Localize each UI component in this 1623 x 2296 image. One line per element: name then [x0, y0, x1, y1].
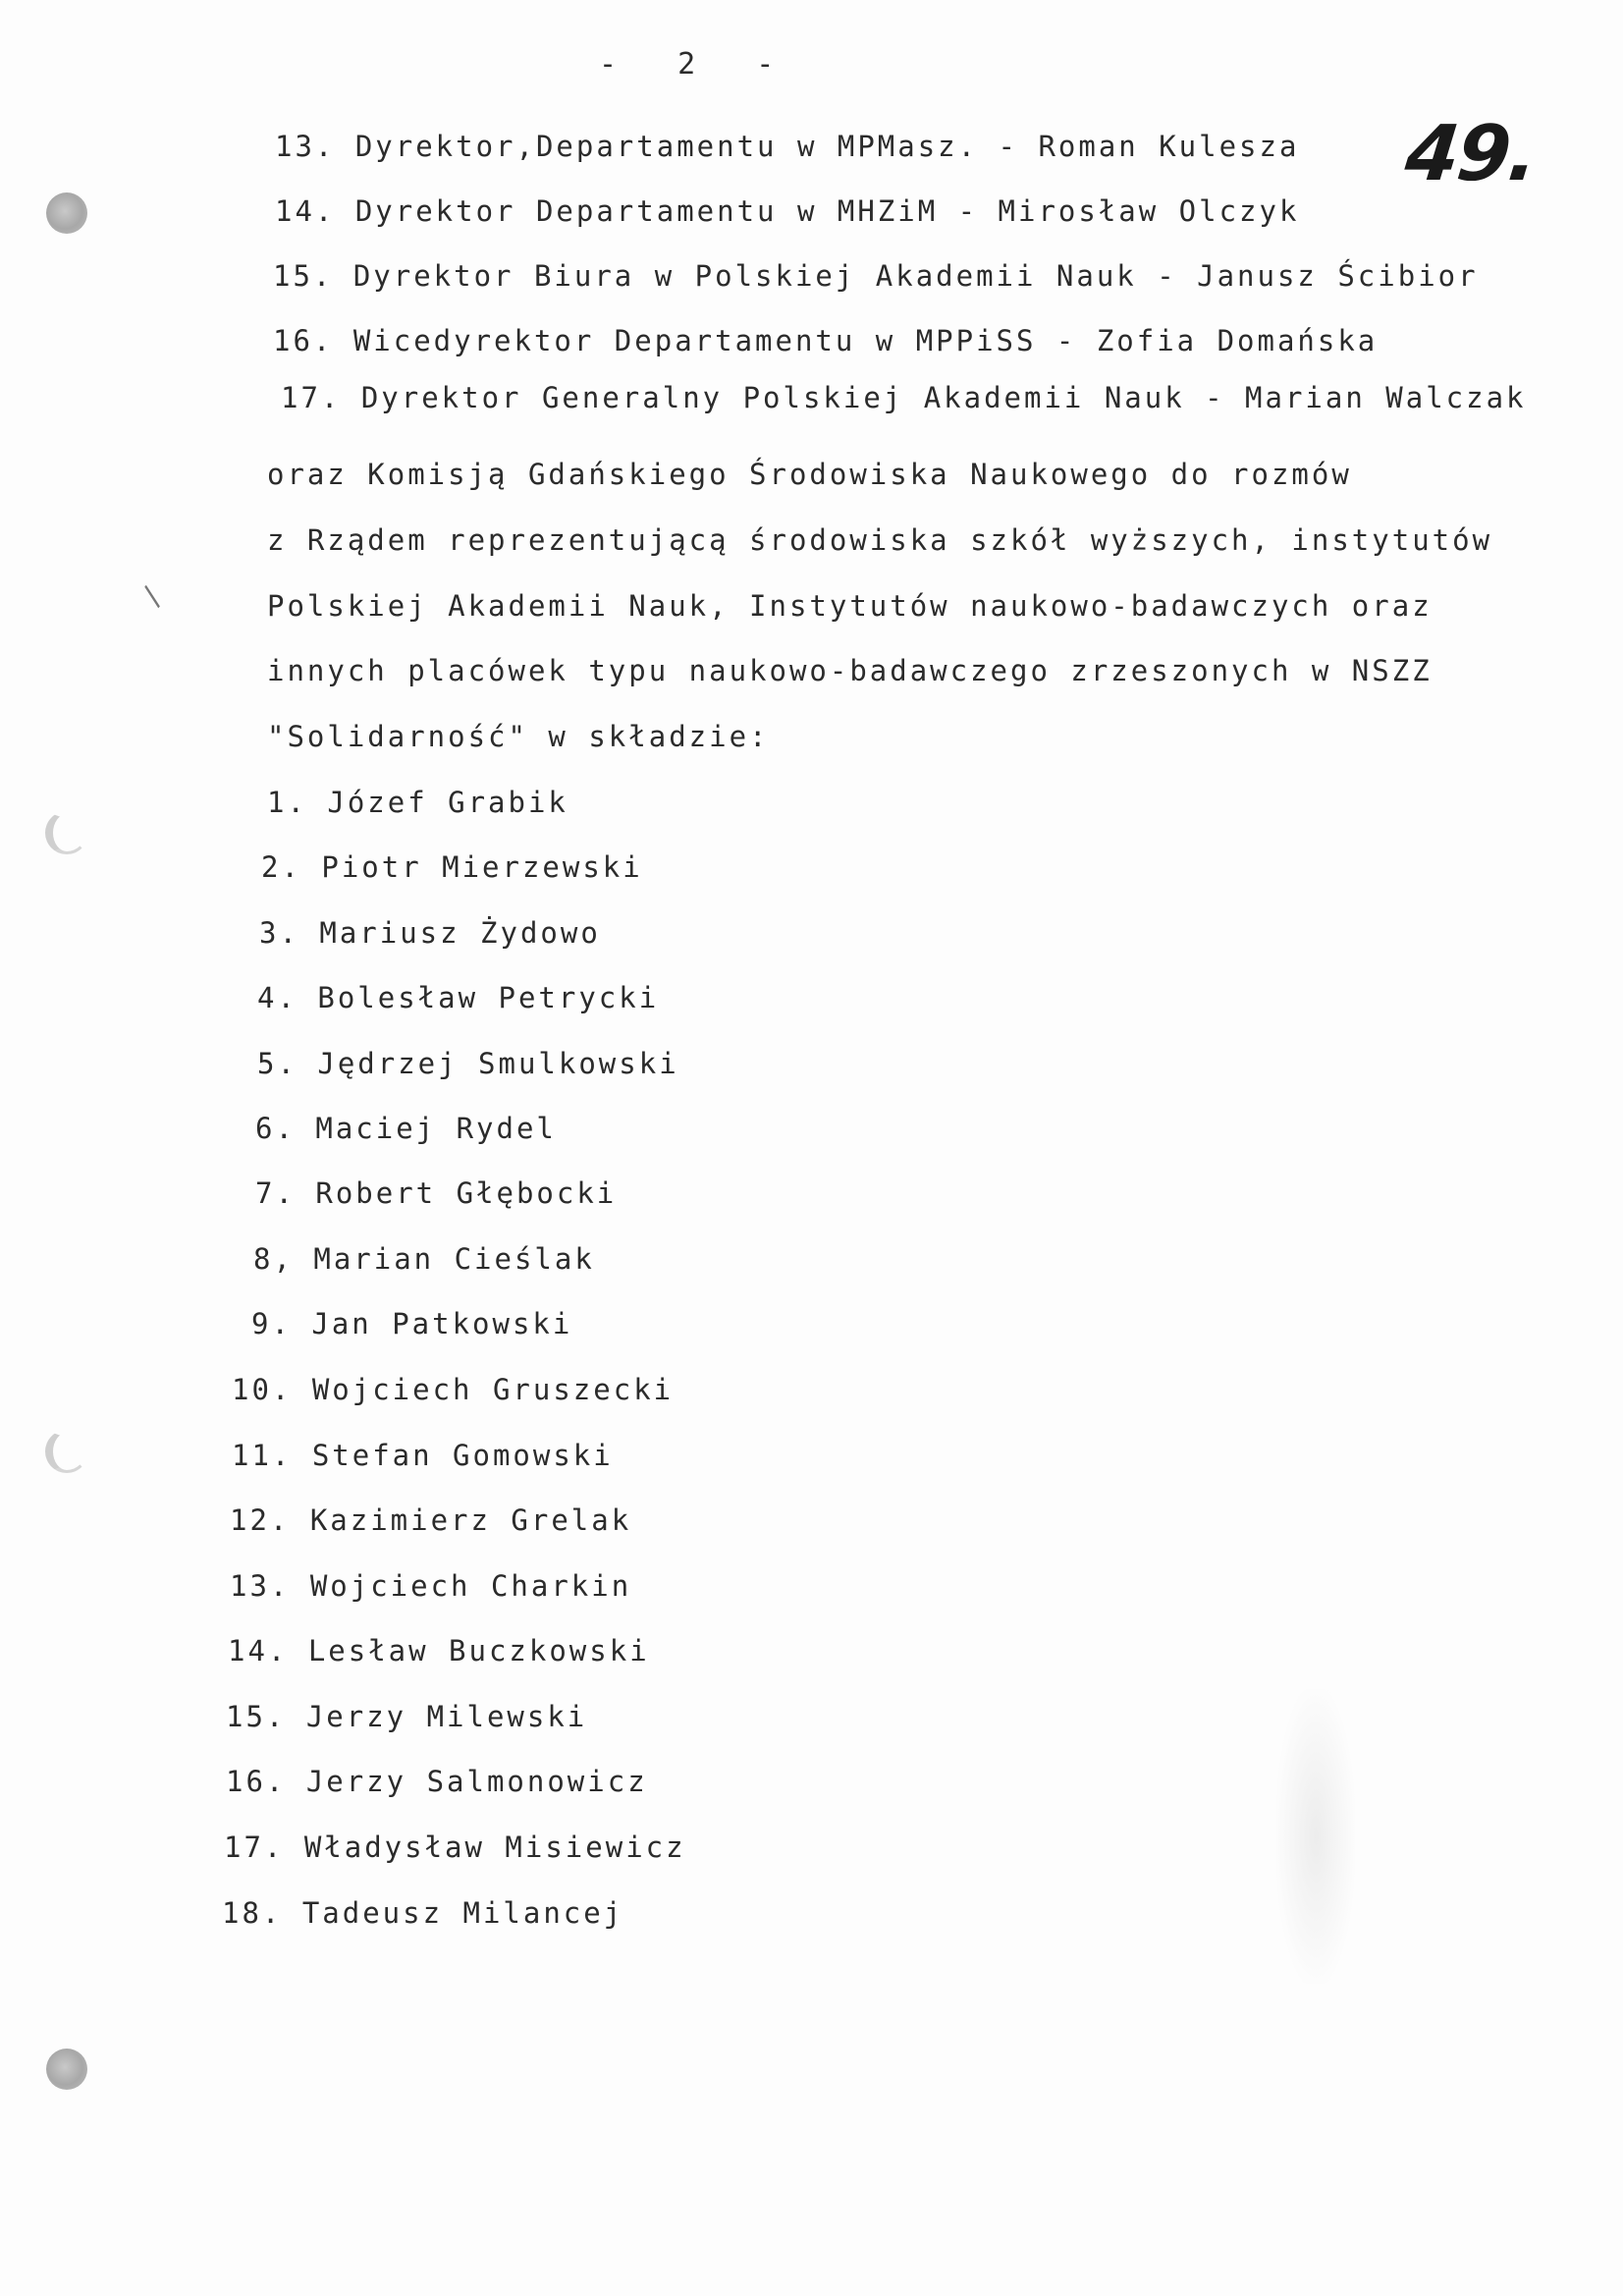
paragraph-line: z Rządem reprezentującą środowiska szkół wyższych, instytutów [267, 523, 1493, 557]
member-line: 14. Lesław Buczkowski [228, 1634, 650, 1667]
member-line: 13. Wojciech Charkin [230, 1569, 632, 1603]
member-line: 16. Jerzy Salmonowicz [226, 1765, 648, 1798]
punch-hole-partial-upper [45, 811, 88, 854]
member-line: 12. Kazimierz Grelak [230, 1503, 632, 1537]
paragraph-line: oraz Komisją Gdańskiego Środowiska Naukowego do rozmów [267, 458, 1352, 491]
margin-tick-mark: / [135, 581, 169, 612]
member-line: 7. Robert Głębocki [255, 1176, 618, 1210]
member-line: 8, Marian Cieślak [253, 1242, 595, 1276]
paragraph-line: Polskiej Akademii Nauk, Instytutów naukowo-badawczych oraz [267, 589, 1433, 623]
member-line: 6. Maciej Rydel [255, 1112, 557, 1145]
handwritten-folio-number: 49. [1401, 110, 1541, 198]
official-line: 13. Dyrektor,Departamentu w MPMasz. - Roman Kulesza [275, 130, 1300, 163]
member-line: 1. Józef Grabik [267, 786, 568, 819]
paragraph-line: innych placówek typu naukowo-badawczego zrzeszonych w NSZZ [267, 654, 1433, 687]
official-line: 15. Dyrektor Biura w Polskiej Akademii Nauk - Janusz Ścibior [273, 259, 1479, 293]
member-line: 15. Jerzy Milewski [226, 1700, 588, 1733]
official-line: 16. Wicedyrektor Departamentu w MPPiSS - Zofia Domańska [273, 324, 1379, 357]
member-line: 18. Tadeusz Milancej [222, 1896, 624, 1930]
member-line: 9. Jan Patkowski [251, 1307, 573, 1340]
official-line: 17. Dyrektor Generalny Polskiej Akademii Nauk - Marian Walczak [281, 381, 1527, 414]
member-line: 17. Władysław Misiewicz [224, 1831, 686, 1864]
paragraph-line: "Solidarność" w składzie: [267, 720, 770, 753]
member-line: 4. Bolesław Petrycki [257, 981, 660, 1014]
punch-hole-partial-lower [45, 1430, 88, 1473]
member-line: 3. Mariusz Żydowo [259, 916, 601, 950]
member-line: 5. Jędrzej Smulkowski [257, 1047, 679, 1080]
scan-smudge [1276, 1689, 1355, 1984]
member-line: 11. Stefan Gomowski [232, 1439, 614, 1472]
punch-hole-bottom [46, 2049, 87, 2090]
official-line: 14. Dyrektor Departamentu w MHZiM - Mirosław Olczyk [275, 194, 1300, 228]
member-line: 10. Wojciech Gruszecki [232, 1373, 675, 1406]
member-line: 2. Piotr Mierzewski [261, 850, 643, 884]
page-number: - 2 - [599, 47, 796, 82]
punch-hole-top [46, 192, 87, 234]
